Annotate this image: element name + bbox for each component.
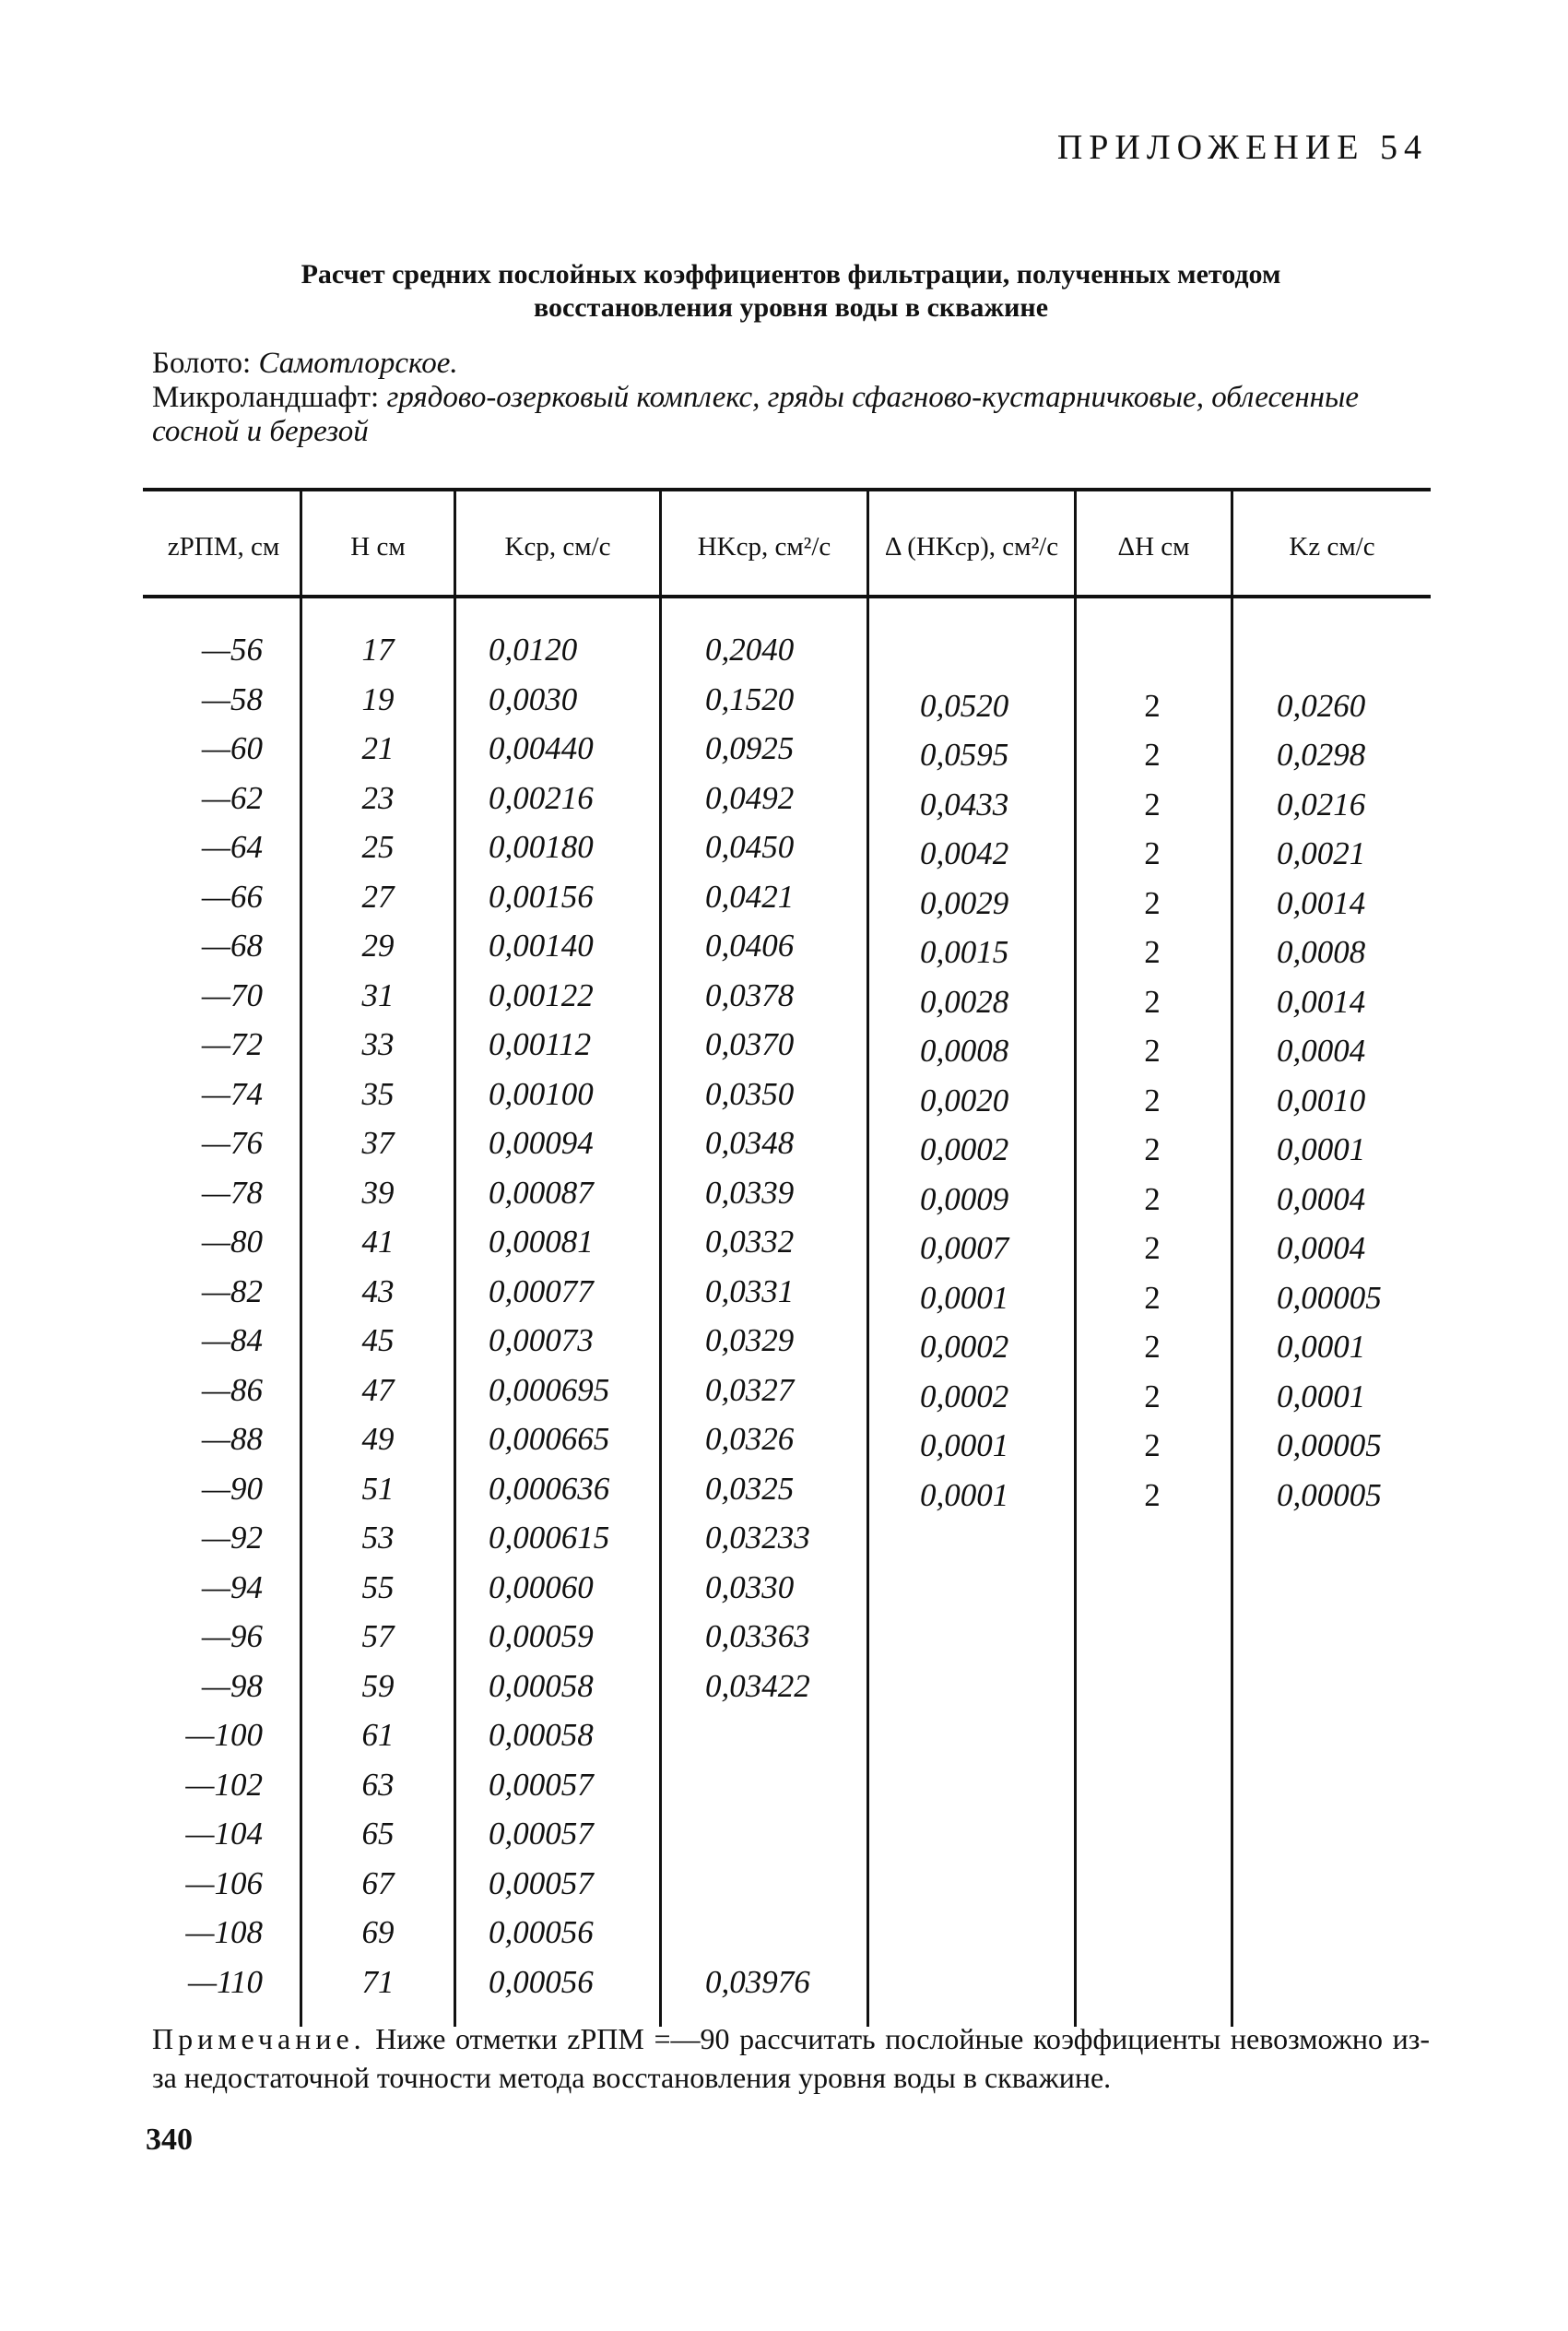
h-cell: 53: [361, 1520, 395, 1556]
z-cell: —90: [201, 1470, 263, 1507]
table-header-rule: [143, 595, 1431, 598]
delta-hk-cell: 0,0595: [920, 737, 1009, 773]
hk-cell: 0,0326: [705, 1421, 795, 1457]
z-cell: —72: [201, 1026, 263, 1062]
column-divider: [300, 491, 302, 2027]
k-cell: 0,00440: [489, 730, 594, 766]
delta-hk-cell: 0,0002: [920, 1378, 1009, 1414]
k-cell: 0,00094: [489, 1125, 594, 1161]
table-note: [152, 2019, 1430, 2097]
k-cell: 0,00100: [489, 1075, 594, 1112]
table-title: [152, 258, 1430, 325]
delta-hk-cell: 0,0001: [920, 1476, 1009, 1513]
h-cell: 23: [361, 779, 395, 816]
microlandscape-label: Микроландшафт:: [152, 381, 380, 414]
delta-hk-cell: 0,0028: [920, 983, 1009, 1020]
header-k: Kср, см/с: [504, 531, 611, 562]
z-cell: —56: [201, 632, 263, 668]
hk-cell: 0,0332: [705, 1224, 795, 1260]
k-cell: 0,00057: [489, 1766, 594, 1803]
kz-cell: 0,0010: [1277, 1082, 1366, 1118]
note-label: Примечание.: [152, 2022, 366, 2055]
kz-cell: 0,00005: [1277, 1427, 1382, 1463]
k-cell: 0,00140: [489, 928, 594, 964]
k-cell: 0,00216: [489, 779, 594, 816]
k-cell: 0,00057: [489, 1864, 594, 1901]
delta-h-cell: 2: [1144, 983, 1161, 1020]
delta-hk-cell: 0,0020: [920, 1082, 1009, 1118]
h-cell: 57: [361, 1618, 395, 1654]
hk-cell: 0,03422: [705, 1667, 810, 1704]
k-cell: 0,000636: [489, 1470, 610, 1507]
z-cell: —86: [201, 1371, 263, 1408]
h-cell: 29: [361, 928, 395, 964]
delta-hk-cell: 0,0009: [920, 1180, 1009, 1217]
hk-cell: 0,03233: [705, 1520, 810, 1556]
kz-cell: 0,0014: [1277, 983, 1366, 1020]
kz-cell: 0,0001: [1277, 1131, 1366, 1167]
h-cell: 21: [361, 730, 395, 766]
hk-cell: 0,0450: [705, 829, 795, 865]
z-cell: —78: [201, 1174, 263, 1211]
appendix-label: ПРИЛОЖЕНИЕ 54: [1056, 128, 1428, 167]
z-cell: —62: [201, 779, 263, 816]
h-cell: 19: [361, 680, 395, 717]
h-cell: 39: [361, 1174, 395, 1211]
k-cell: 0,0120: [489, 632, 578, 668]
column-divider: [1074, 491, 1077, 2027]
hk-cell: 0,0421: [705, 878, 795, 915]
z-cell: —92: [201, 1520, 263, 1556]
h-cell: 47: [361, 1371, 395, 1408]
h-cell: 71: [361, 1963, 395, 2000]
delta-hk-cell: 0,0002: [920, 1329, 1009, 1365]
z-cell: —110: [187, 1963, 263, 2000]
k-cell: 0,00058: [489, 1717, 594, 1753]
h-cell: 69: [361, 1914, 395, 1950]
h-cell: 45: [361, 1322, 395, 1358]
bog-line: [152, 347, 1430, 381]
bog-label: Болото:: [152, 347, 252, 380]
hk-cell: 0,0339: [705, 1174, 795, 1211]
h-cell: 35: [361, 1075, 395, 1112]
delta-hk-cell: 0,0002: [920, 1131, 1009, 1167]
h-cell: 41: [361, 1224, 395, 1260]
h-cell: 27: [361, 878, 395, 915]
k-cell: 0,00058: [489, 1667, 594, 1704]
kz-cell: 0,0008: [1277, 934, 1366, 970]
z-cell: —60: [201, 730, 263, 766]
z-cell: —66: [201, 878, 263, 915]
header-kz: Kz см/с: [1289, 531, 1375, 562]
z-cell: —80: [201, 1224, 263, 1260]
h-cell: 65: [361, 1816, 395, 1852]
z-cell: —98: [201, 1667, 263, 1704]
delta-h-cell: 2: [1144, 1230, 1161, 1266]
page-number: 340: [146, 2123, 193, 2157]
z-cell: —100: [185, 1717, 263, 1753]
h-cell: 61: [361, 1717, 395, 1753]
delta-h-cell: 2: [1144, 1378, 1161, 1414]
delta-h-cell: 2: [1144, 1131, 1161, 1167]
k-cell: 0,00077: [489, 1272, 594, 1309]
k-cell: 0,00056: [489, 1914, 594, 1950]
kz-cell: 0,0004: [1277, 1180, 1366, 1217]
hk-cell: 0,2040: [705, 632, 795, 668]
hk-cell: 0,0350: [705, 1075, 795, 1112]
h-cell: 31: [361, 976, 395, 1013]
hk-cell: 0,0925: [705, 730, 795, 766]
k-cell: 0,0030: [489, 680, 578, 717]
kz-cell: 0,0216: [1277, 786, 1366, 822]
delta-h-cell: 2: [1144, 1329, 1161, 1365]
z-cell: —106: [185, 1864, 263, 1901]
note-text: Ниже отметки zРПМ =—90 рассчитать послойные коэффициенты невозможно из-за недостаточной точности метода восстановления уровня воды в скважине.: [152, 2022, 1431, 2094]
delta-hk-cell: 0,0520: [920, 687, 1009, 724]
header-delta-hk: Δ (HKср), см²/с: [884, 531, 1059, 562]
z-cell: —68: [201, 928, 263, 964]
title-line-2: восстановления уровня воды в скважине: [533, 292, 1049, 323]
header-h: H см: [350, 531, 406, 562]
z-cell: —108: [185, 1914, 263, 1950]
column-divider: [454, 491, 456, 2027]
hk-cell: 0,0370: [705, 1026, 795, 1062]
delta-hk-cell: 0,0433: [920, 786, 1009, 822]
delta-h-cell: 2: [1144, 1427, 1161, 1463]
h-cell: 67: [361, 1864, 395, 1901]
z-cell: —88: [201, 1421, 263, 1457]
k-cell: 0,00056: [489, 1963, 594, 2000]
delta-h-cell: 2: [1144, 1180, 1161, 1217]
delta-hk-cell: 0,0029: [920, 884, 1009, 921]
bog-value: Самотлорское.: [258, 347, 458, 380]
kz-cell: 0,0001: [1277, 1378, 1366, 1414]
kz-cell: 0,0004: [1277, 1033, 1366, 1069]
z-cell: —64: [201, 829, 263, 865]
z-cell: —84: [201, 1322, 263, 1358]
column-divider: [867, 491, 869, 2027]
k-cell: 0,00073: [489, 1322, 594, 1358]
z-cell: —104: [185, 1816, 263, 1852]
h-cell: 63: [361, 1766, 395, 1803]
delta-h-cell: 2: [1144, 934, 1161, 970]
k-cell: 0,00112: [489, 1026, 592, 1062]
delta-hk-cell: 0,0008: [920, 1033, 1009, 1069]
hk-cell: 0,03976: [705, 1963, 810, 2000]
delta-hk-cell: 0,0042: [920, 835, 1009, 871]
delta-h-cell: 2: [1144, 884, 1161, 921]
kz-cell: 0,0001: [1277, 1329, 1366, 1365]
delta-h-cell: 2: [1144, 835, 1161, 871]
column-divider: [659, 491, 662, 2027]
delta-hk-cell: 0,0001: [920, 1279, 1009, 1316]
hk-cell: 0,0348: [705, 1125, 795, 1161]
k-cell: 0,00180: [489, 829, 594, 865]
h-cell: 51: [361, 1470, 395, 1507]
delta-hk-cell: 0,0015: [920, 934, 1009, 970]
h-cell: 37: [361, 1125, 395, 1161]
kz-cell: 0,0004: [1277, 1230, 1366, 1266]
hk-cell: 0,0329: [705, 1322, 795, 1358]
delta-h-cell: 2: [1144, 1033, 1161, 1069]
h-cell: 59: [361, 1667, 395, 1704]
k-cell: 0,00060: [489, 1568, 594, 1605]
hk-cell: 0,1520: [705, 680, 795, 717]
delta-h-cell: 2: [1144, 1082, 1161, 1118]
kz-cell: 0,00005: [1277, 1279, 1382, 1316]
kz-cell: 0,0021: [1277, 835, 1366, 871]
hk-cell: 0,0378: [705, 976, 795, 1013]
column-divider: [1231, 491, 1233, 2027]
delta-h-cell: 2: [1144, 1476, 1161, 1513]
delta-hk-cell: 0,0007: [920, 1230, 1009, 1266]
hk-cell: 0,0327: [705, 1371, 795, 1408]
delta-h-cell: 2: [1144, 687, 1161, 724]
delta-h-cell: 2: [1144, 1279, 1161, 1316]
k-cell: 0,000665: [489, 1421, 610, 1457]
z-cell: —82: [201, 1272, 263, 1309]
z-cell: —102: [185, 1766, 263, 1803]
h-cell: 17: [361, 632, 395, 668]
kz-cell: 0,0260: [1277, 687, 1366, 724]
z-cell: —70: [201, 976, 263, 1013]
k-cell: 0,000695: [489, 1371, 610, 1408]
delta-h-cell: 2: [1144, 737, 1161, 773]
k-cell: 0,00057: [489, 1816, 594, 1852]
k-cell: 0,00087: [489, 1174, 594, 1211]
k-cell: 0,00156: [489, 878, 594, 915]
k-cell: 0,00059: [489, 1618, 594, 1654]
title-line-1: Расчет средних послойных коэффициентов фильтрации, полученных методом: [301, 259, 1281, 290]
h-cell: 25: [361, 829, 395, 865]
delta-h-cell: 2: [1144, 786, 1161, 822]
k-cell: 0,00122: [489, 976, 594, 1013]
kz-cell: 0,0014: [1277, 884, 1366, 921]
kz-cell: 0,0298: [1277, 737, 1366, 773]
z-cell: —76: [201, 1125, 263, 1161]
z-cell: —58: [201, 680, 263, 717]
header-hk: HKср, см²/с: [697, 531, 831, 562]
hk-cell: 0,0325: [705, 1470, 795, 1507]
header-z: zРПМ, см: [167, 531, 280, 562]
z-cell: —96: [201, 1618, 263, 1654]
delta-hk-cell: 0,0001: [920, 1427, 1009, 1463]
header-delta-h: ΔH см: [1117, 531, 1190, 562]
hk-cell: 0,0406: [705, 928, 795, 964]
hk-cell: 0,03363: [705, 1618, 810, 1654]
kz-cell: 0,00005: [1277, 1476, 1382, 1513]
hk-cell: 0,0492: [705, 779, 795, 816]
table-top-rule: [143, 488, 1431, 491]
microlandscape-value: грядово-озерковый комплекс, гряды сфагново-кустарничковые, облесенные сосной и березой: [152, 381, 1360, 448]
z-cell: —94: [201, 1568, 263, 1605]
k-cell: 0,00081: [489, 1224, 594, 1260]
hk-cell: 0,0331: [705, 1272, 795, 1309]
h-cell: 55: [361, 1568, 395, 1605]
hk-cell: 0,0330: [705, 1568, 795, 1605]
h-cell: 33: [361, 1026, 395, 1062]
microlandscape-line: [152, 381, 1430, 449]
table-meta: [152, 347, 1430, 449]
h-cell: 49: [361, 1421, 395, 1457]
z-cell: —74: [201, 1075, 263, 1112]
k-cell: 0,000615: [489, 1520, 610, 1556]
h-cell: 43: [361, 1272, 395, 1309]
